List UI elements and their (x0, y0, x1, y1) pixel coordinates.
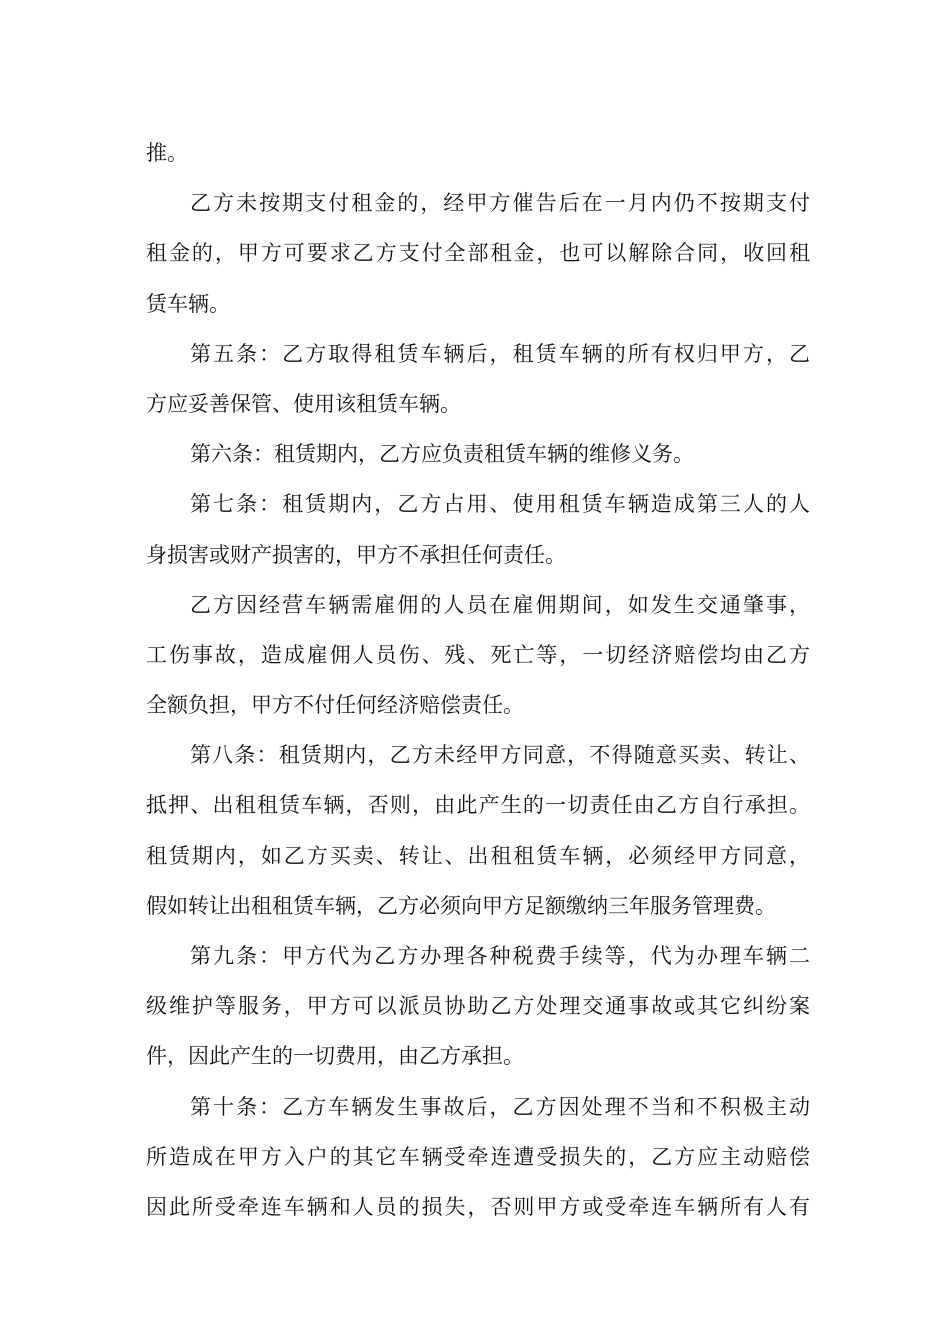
text-line: 所造成在甲方入户的其它车辆受牵连遭受损失的，乙方应主动赔偿 (146, 1144, 810, 1169)
contract-text-body (146, 128, 810, 1232)
text-line: 第五条：乙方取得租赁车辆后，租赁车辆的所有权归甲方，乙 (190, 341, 810, 366)
text-line: 级维护等服务，甲方可以派员协助乙方处理交通事故或其它纠纷案 (146, 994, 810, 1019)
text-line: 第六条：租赁期内，乙方应负责租赁车辆的维修义务。 (190, 442, 694, 467)
text-line: 乙方未按期支付租金的，经甲方催告后在一月内仍不按期支付 (190, 191, 810, 216)
text-line: 第七条：租赁期内，乙方占用、使用租赁车辆造成第三人的人 (190, 492, 810, 517)
text-line: 第九条：甲方代为乙方办理各种税费手续等，代为办理车辆二 (190, 944, 810, 968)
text-line: 第八条：租赁期内，乙方未经甲方同意，不得随意买卖、转让、 (190, 743, 810, 768)
text-line: 全额负担，甲方不付任何经济赔偿责任。 (146, 693, 524, 718)
text-line: 因此所受牵连车辆和人员的损失，否则甲方或受牵连车辆所有人有 (146, 1194, 810, 1219)
text-line: 方应妥善保管、使用该租赁车辆。 (146, 391, 461, 416)
text-line: 工伤事故，造成雇佣人员伤、残、死亡等，一切经济赔偿均由乙方 (146, 642, 810, 667)
text-line: 租赁期内，如乙方买卖、转让、出租租赁车辆，必须经甲方同意， (146, 843, 810, 868)
text-line: 件，因此产生的一切费用，由乙方承担。 (146, 1044, 524, 1069)
text-line: 第十条：乙方车辆发生事故后，乙方因处理不当和不积极主动 (190, 1094, 810, 1119)
text-line: 乙方因经营车辆需雇佣的人员在雇佣期间，如发生交通肇事， (190, 592, 810, 617)
text-line: 赁车辆。 (146, 291, 230, 316)
text-line: 假如转让出租租赁车辆，乙方必须向甲方足额缴纳三年服务管理费。 (146, 893, 776, 918)
text-line: 身损害或财产损害的，甲方不承担任何责任。 (146, 542, 566, 567)
text-line: 抵押、出租租赁车辆，否则，由此产生的一切责任由乙方自行承担。 (146, 793, 810, 818)
text-line: 租金的，甲方可要求乙方支付全部租金，也可以解除合同，收回租 (146, 241, 810, 266)
text-line: 推。 (146, 141, 188, 165)
